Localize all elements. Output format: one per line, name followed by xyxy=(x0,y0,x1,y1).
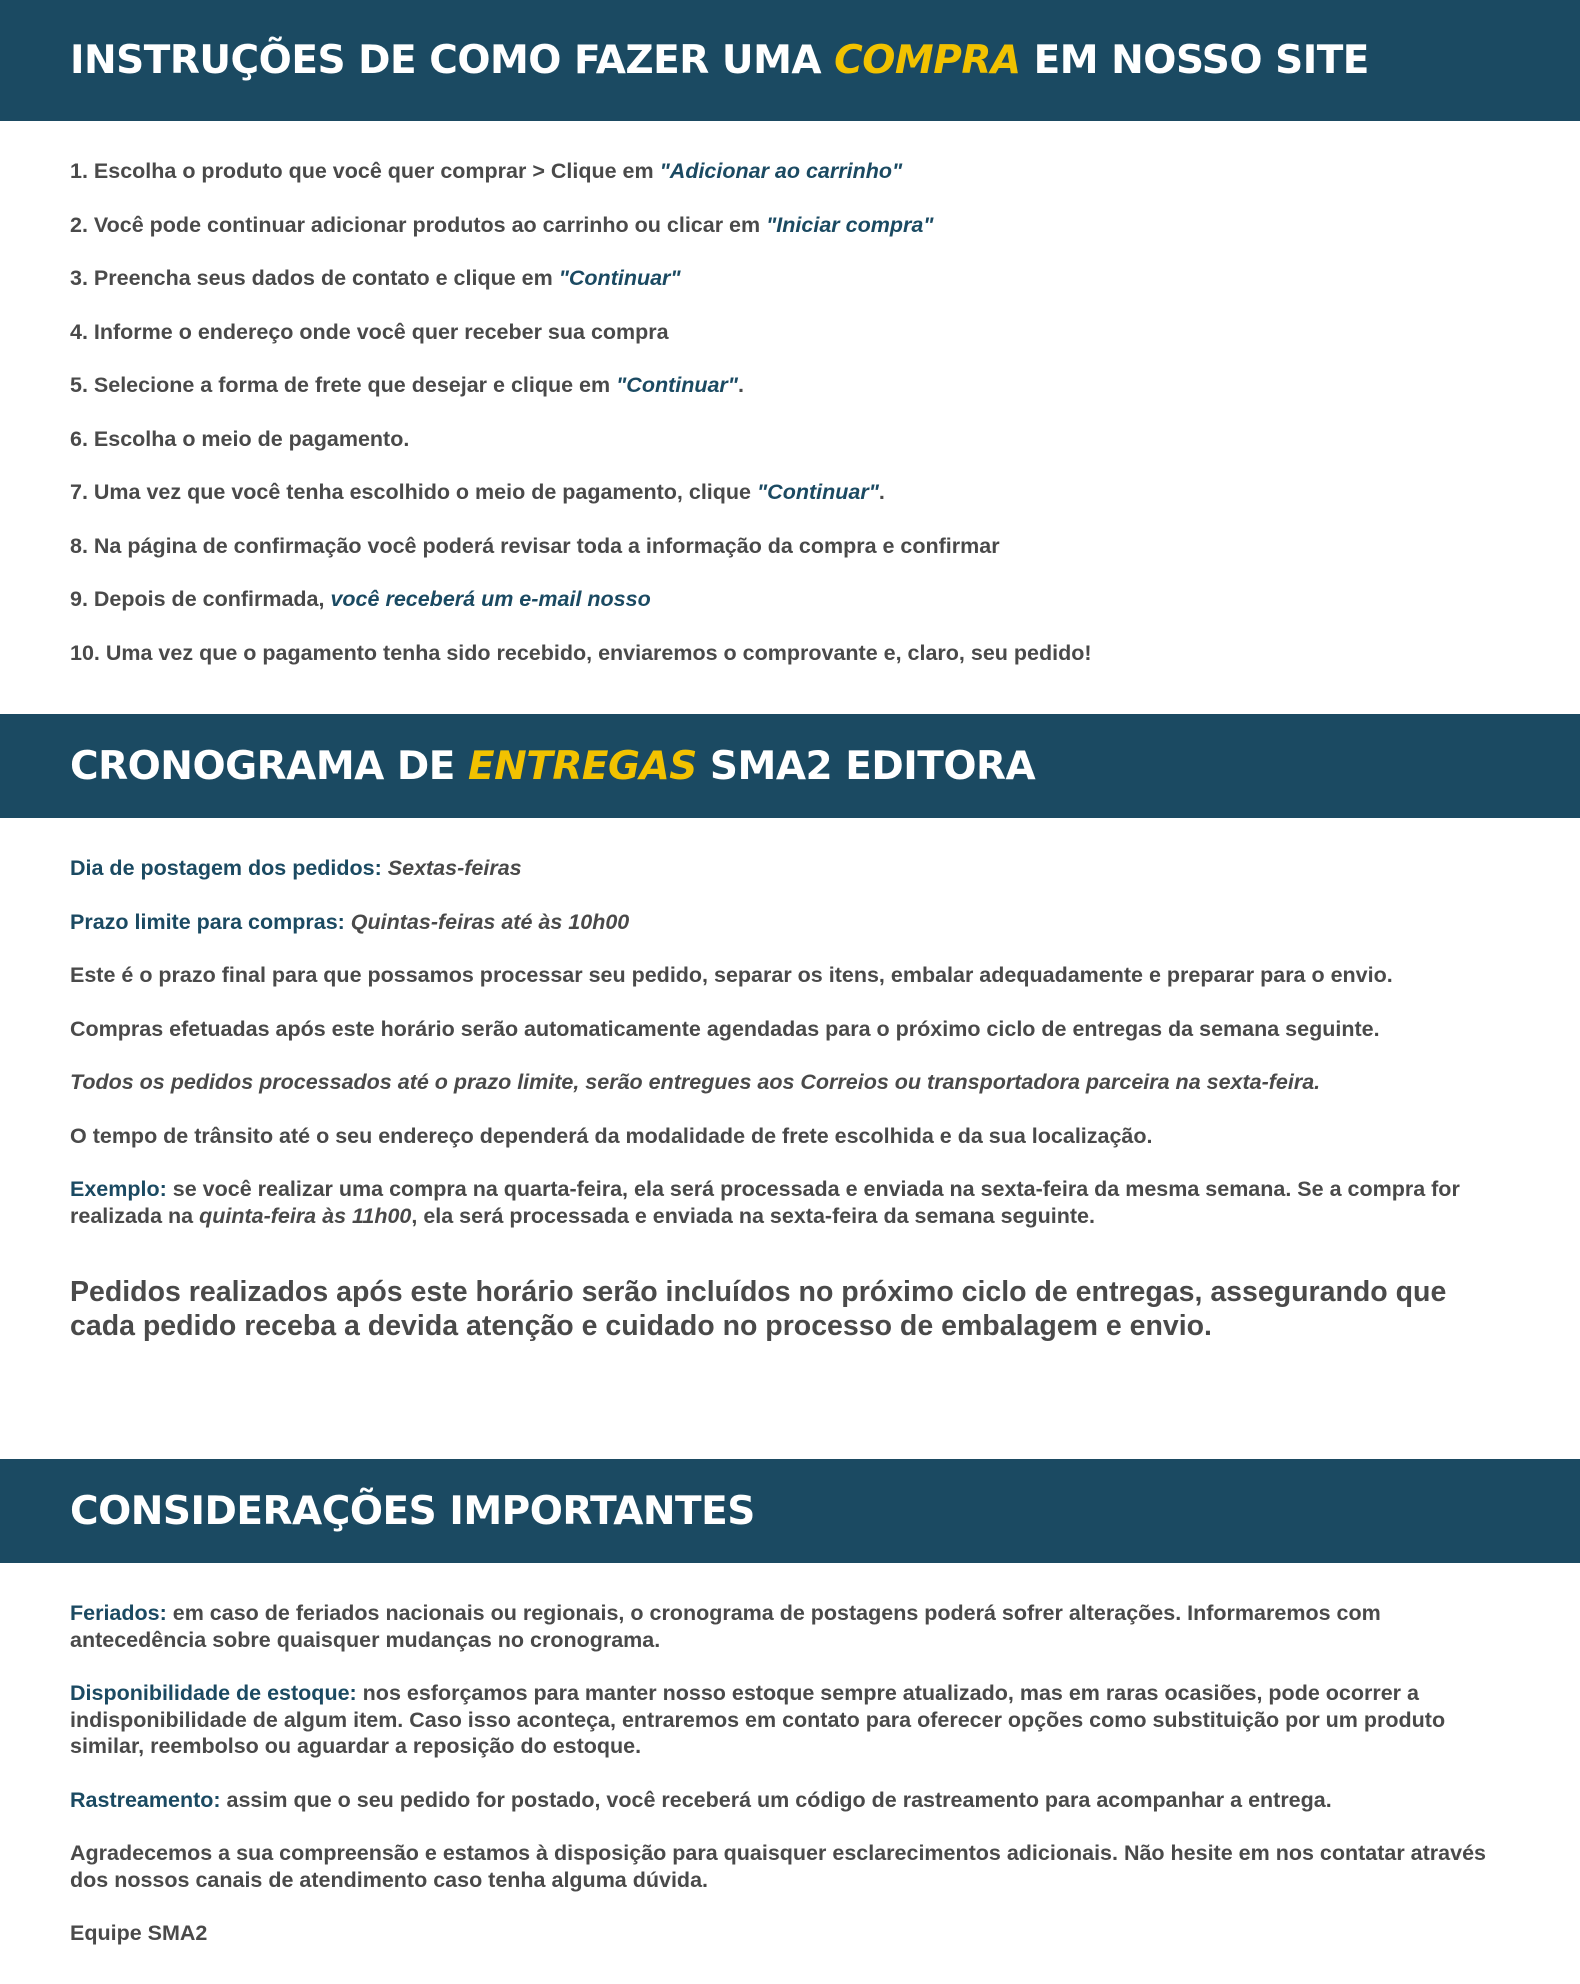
title-highlight: COMPRA xyxy=(834,38,1021,83)
considerations-section xyxy=(0,1563,1580,1984)
header-band-considerations xyxy=(0,1459,1580,1563)
step-item: 7. Uma vez que você tenha escolhido o meio de pagamento, clique "Continuar". xyxy=(70,480,885,504)
purchase-deadline: Prazo limite para compras: Quintas-feiras até às 10h00 xyxy=(70,909,630,934)
considerations-title: CONSIDERAÇÕES IMPORTANTES xyxy=(70,1488,755,1534)
thanks-note: Agradecemos a sua compreensão e estamos à disposição para quaisquer esclarecimentos adicionais. Não hesite em nos contatar através dos nossos canais de atendimento caso tenha alguma dúvida. xyxy=(70,1841,1486,1892)
step-item: 9. Depois de confirmada, você receberá um e-mail nosso xyxy=(70,587,651,611)
header-band-purchase xyxy=(0,0,1580,121)
highlight-statement: Pedidos realizados após este horário serão incluídos no próximo ciclo de entregas, assegurando que cada pedido receba a devida atenção e cuidado no processo de embalagem e envio. xyxy=(70,1276,1447,1342)
step-item: 6. Escolha o meio de pagamento. xyxy=(70,426,410,451)
tracking-note: Rastreamento: assim que o seu pedido for postado, você receberá um código de rastreamento para acompanhar a entrega. xyxy=(70,1787,1332,1812)
step-item: 2. Você pode continuar adicionar produtos ao carrinho ou clicar em "Iniciar compra" xyxy=(70,212,934,237)
signature: Equipe SMA2 xyxy=(70,1921,208,1945)
step-item: 4. Informe o endereço onde você quer receber sua compra xyxy=(70,319,669,344)
step-item: 5. Selecione a forma de frete que desejar e clique em "Continuar". xyxy=(70,373,744,397)
example-note: Exemplo: se você realizar uma compra na quarta-feira, ela será processada e enviada na sexta-feira da mesma semana. Se a compra for realizada na quinta-feira às 11h00, ela será processada e enviada na sexta-feira da semana seguinte. xyxy=(70,1177,1460,1228)
posting-day: Dia de postagem dos pedidos: Sextas-feiras xyxy=(70,856,522,880)
title-text: CRONOGRAMA DE xyxy=(70,743,468,789)
purchase-steps-list xyxy=(0,121,1580,714)
delivery-schedule-title xyxy=(70,744,1035,789)
step-item: 1. Escolha o produto que você quer comprar > Clique em "Adicionar ao carrinho" xyxy=(70,159,903,183)
step-item: 10. Uma vez que o pagamento tenha sido recebido, enviaremos o comprovante e, claro, seu pedido! xyxy=(70,640,1092,665)
late-purchases-note: Compras efetuadas após este horário serão automaticamente agendadas para o próximo ciclo de entregas da semana seguinte. xyxy=(70,1016,1380,1041)
purchase-instructions-title xyxy=(70,38,1369,83)
title-text: EM NOSSO SITE xyxy=(1020,38,1369,83)
title-highlight: ENTREGAS xyxy=(468,743,697,789)
holidays-note: Feriados: em caso de feriados nacionais ou regionais, o cronograma de postagens poderá sofrer alterações. Informaremos com antecedência sobre quaisquer mudanças no cronograma. xyxy=(70,1601,1381,1652)
delivery-schedule-section xyxy=(0,818,1580,1459)
step-item: 3. Preencha seus dados de contato e clique em "Continuar" xyxy=(70,266,681,290)
deadline-explanation: Este é o prazo final para que possamos processar seu pedido, separar os itens, embalar adequadamente e preparar para o envio. xyxy=(70,963,1393,987)
title-text: INSTRUÇÕES DE COMO FAZER UMA xyxy=(70,38,835,83)
title-text: SMA2 EDITORA xyxy=(696,743,1036,789)
stock-availability-note: Disponibilidade de estoque: nos esforçamos para manter nosso estoque sempre atualizado, mas em raras ocasiões, pode ocorrer a indisponibilidade de algum item. Caso isso aconteça, entraremos em contato para oferecer opções como substituição por um produto similar, reembolso ou aguardar a reposição do estoque. xyxy=(70,1681,1446,1758)
transit-time-note: O tempo de trânsito até o seu endereço dependerá da modalidade de frete escolhida e da sua localização. xyxy=(70,1123,1153,1148)
processed-orders-note: Todos os pedidos processados até o prazo limite, serão entregues aos Correios ou transportadora parceira na sexta-feira. xyxy=(70,1070,1321,1094)
step-item: 8. Na página de confirmação você poderá revisar toda a informação da compra e confirmar xyxy=(70,533,1000,558)
header-band-schedule xyxy=(0,714,1580,818)
